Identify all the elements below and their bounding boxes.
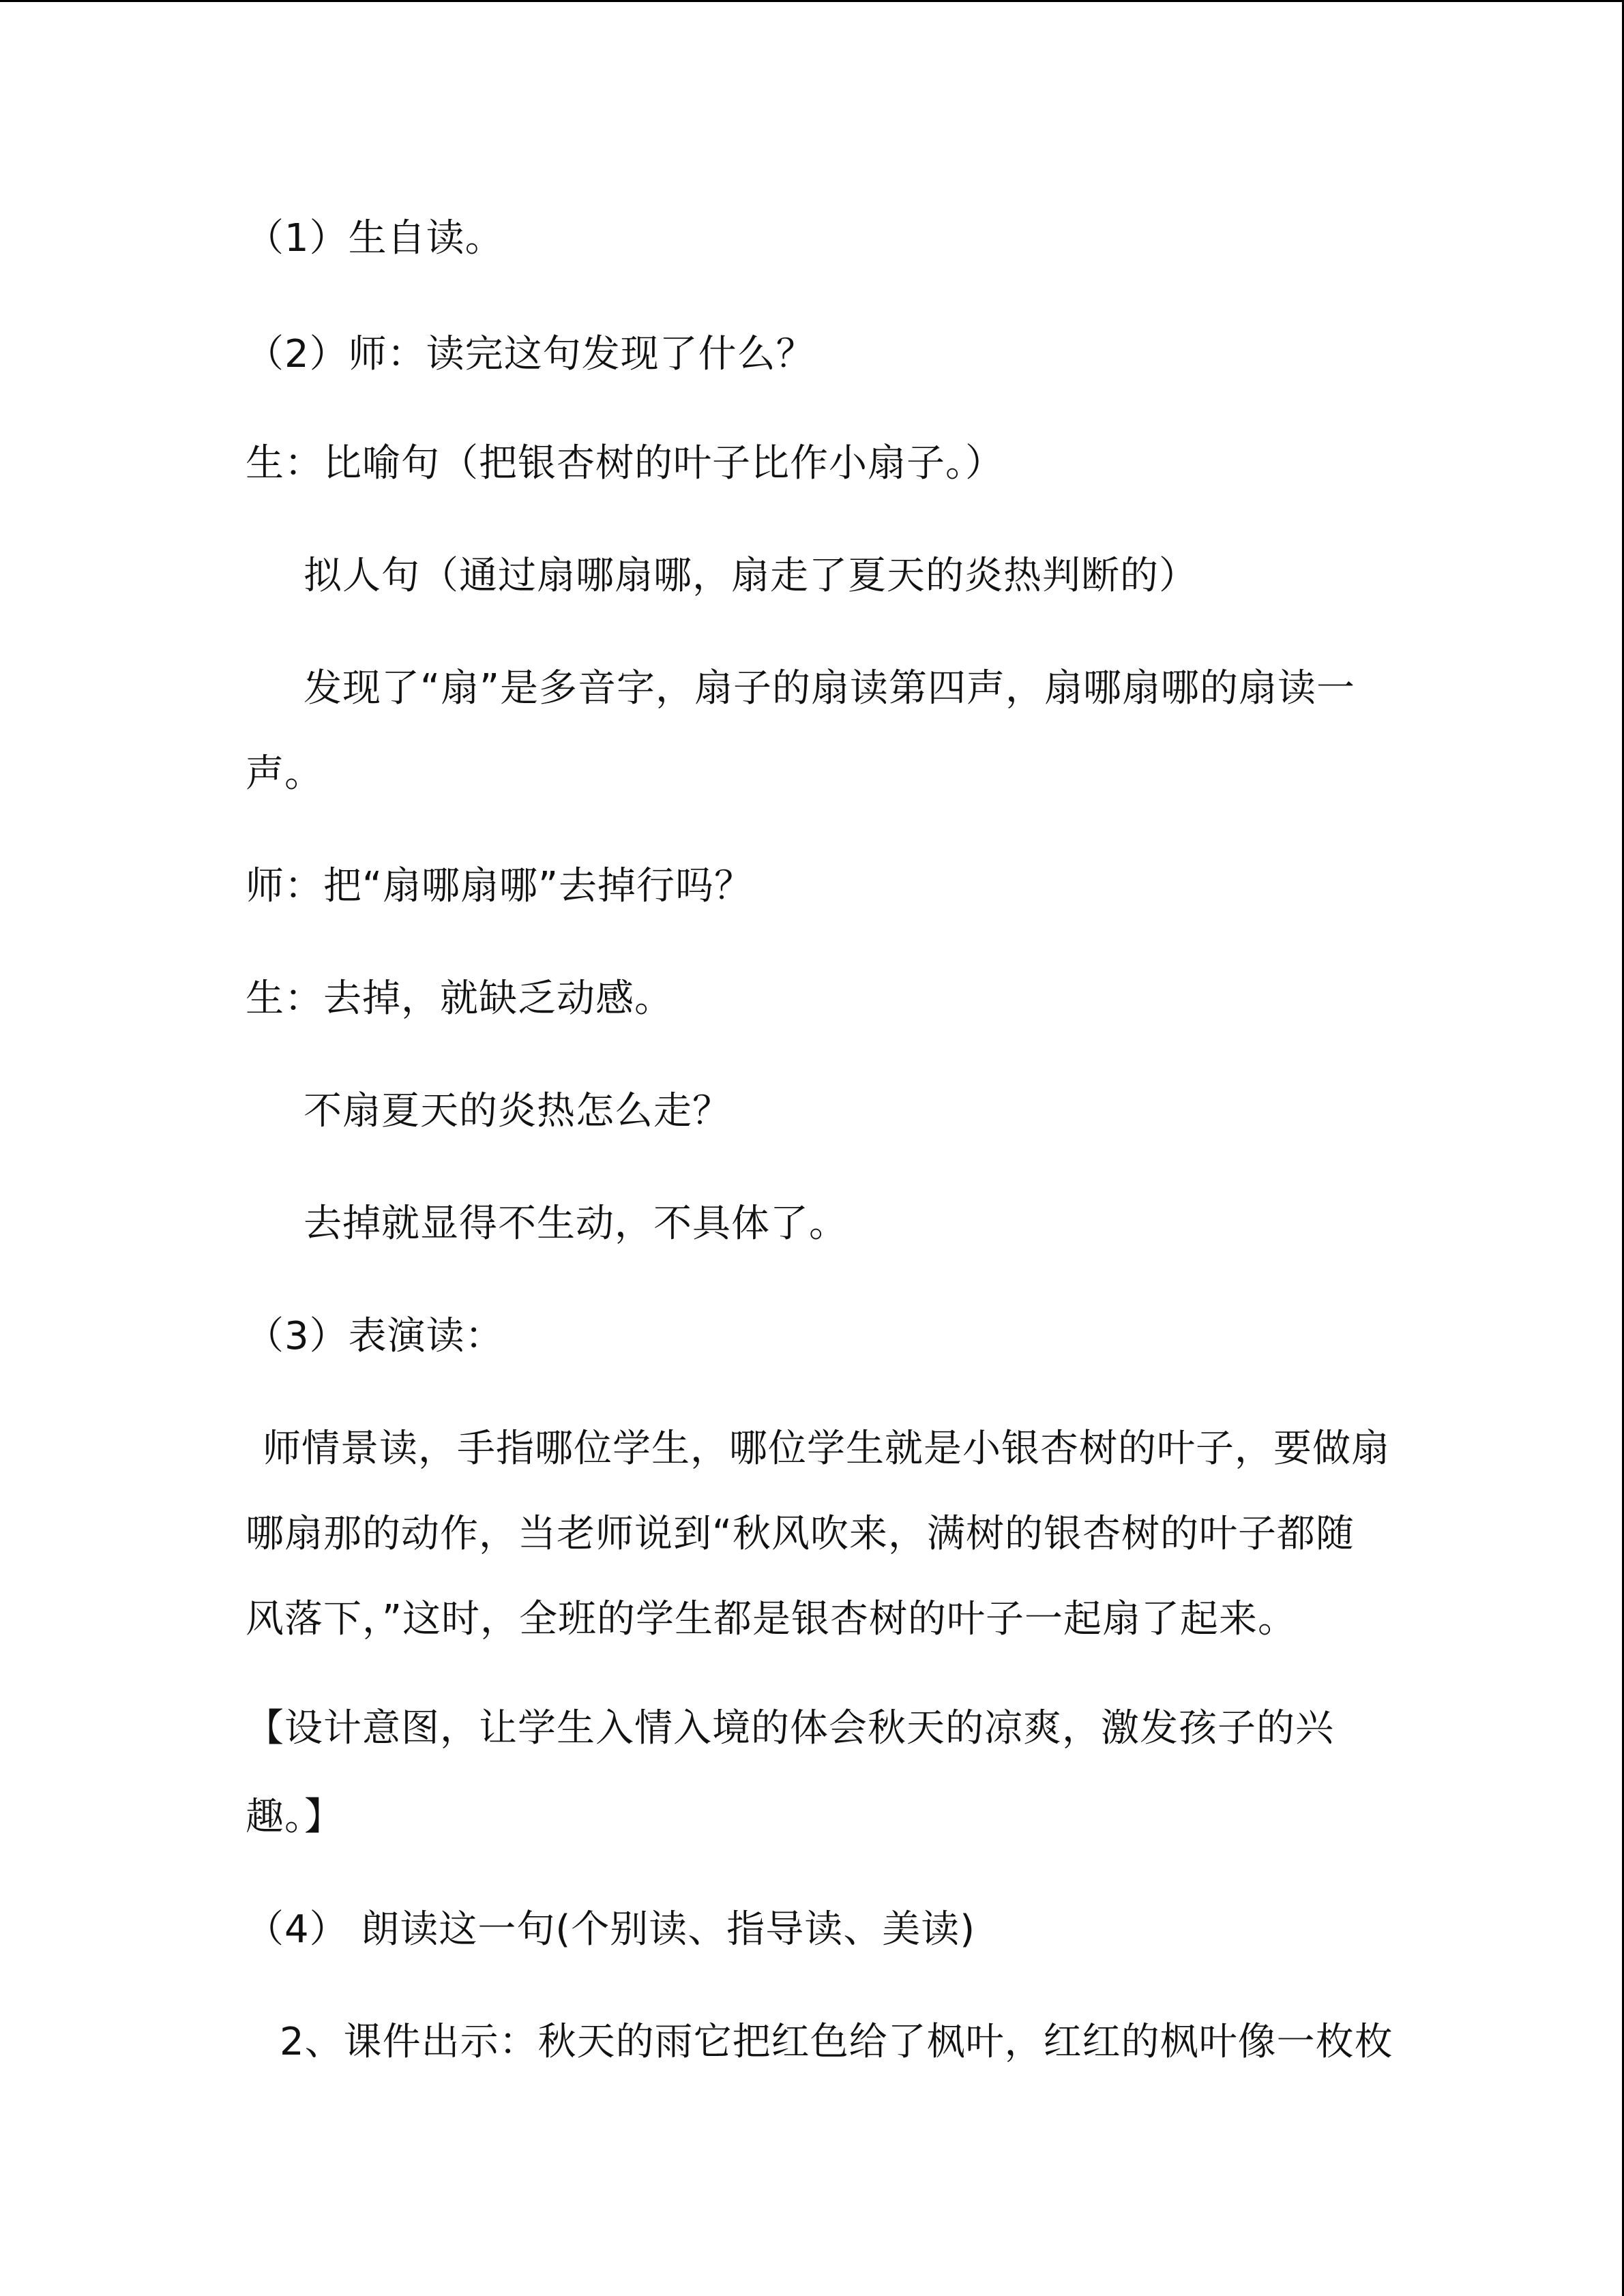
document-line: 2、课件出示：秋天的雨它把红色给了枫叶，红红的枫叶像一枚枚	[280, 2020, 1393, 2064]
document-line: 哪扇那的动作，当老师说到“秋风吹来，满树的银杏树的叶子都随	[246, 1512, 1355, 1556]
document-line: （4） 朗读这一句(个别读、指导读、美读)	[246, 1907, 976, 1952]
document-line: （2）师：读完这句发现了什么？	[246, 332, 815, 376]
document-line: 去掉就显得不生动，不具体了。	[304, 1202, 848, 1246]
document-line: 声。	[246, 751, 323, 796]
document-line: 风落下，”这时，全班的学生都是银杏树的叶子一起扇了起来。	[246, 1597, 1297, 1641]
document-line: 拟人句（通过扇哪扇哪，扇走了夏天的炎热判断的）	[304, 554, 1198, 598]
document-line: 师情景读，手指哪位学生，哪位学生就是小银杏树的叶子，要做扇	[263, 1427, 1390, 1471]
page-border-top	[0, 0, 1624, 2]
document-line: （3）表演读：	[246, 1314, 504, 1358]
document-line: 不扇夏天的炎热怎么走？	[304, 1089, 731, 1133]
document-line: 趣。】	[246, 1795, 343, 1839]
document-line: 【设计意图，让学生入情入境的体会秋天的凉爽，激发孩子的兴	[246, 1706, 1334, 1750]
document-line: 师：把“扇哪扇哪”去掉行吗？	[246, 864, 754, 908]
document-line: 发现了“扇”是多音字，扇子的扇读第四声，扇哪扇哪的扇读一	[304, 666, 1356, 711]
document-line: 生：去掉，就缺乏动感。	[246, 976, 673, 1021]
document-line: 生：比喻句（把银杏树的叶子比作小扇子。）	[246, 441, 1004, 486]
document-line: （1）生自读。	[246, 216, 504, 260]
